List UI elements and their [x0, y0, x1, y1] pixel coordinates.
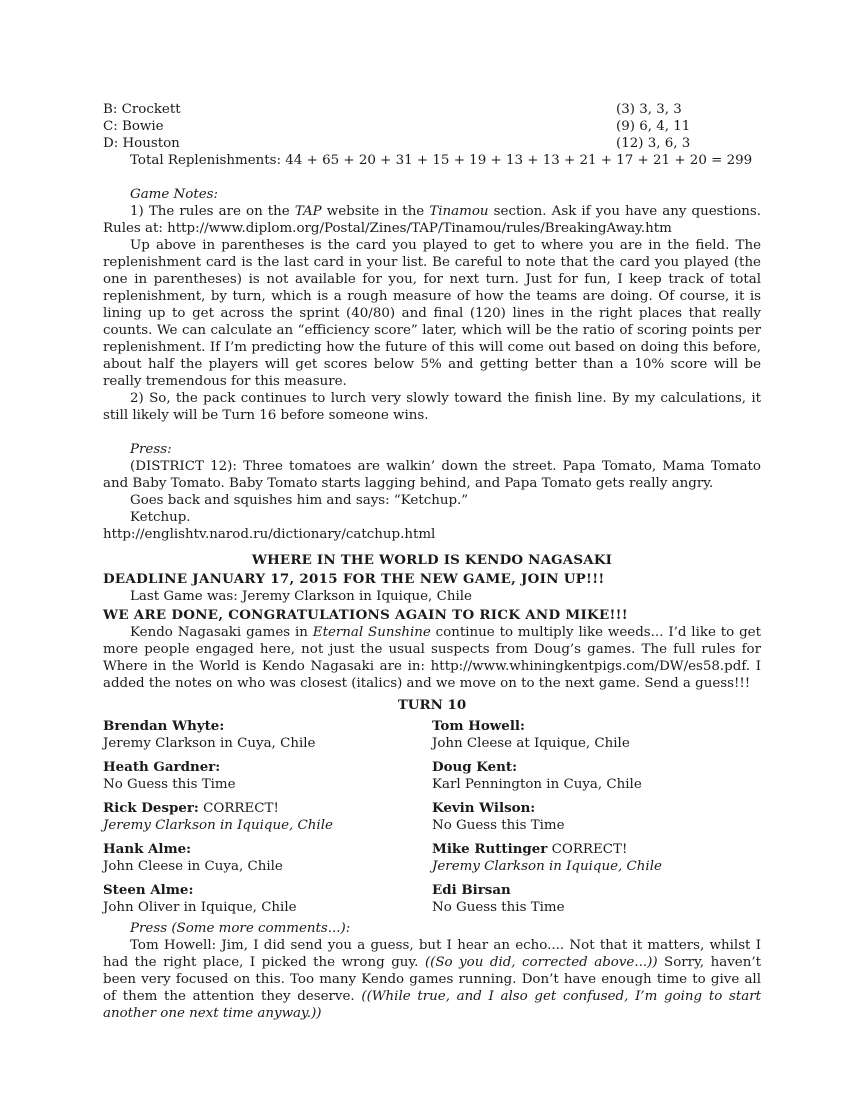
game-notes-pack: 2) So, the pack continues to lurch very slowly toward the finish line. By my calculations, it still likely will be Turn 16 before someone wins. — [103, 391, 761, 423]
press-heading: Press: — [130, 442, 172, 457]
kendo-press-heading: Press (Some more comments...): — [130, 921, 351, 936]
standing-row — [103, 135, 761, 152]
guess-entry: Steen Alme: John Oliver in Iquique, Chile — [103, 882, 297, 915]
team-cards: (9) 6, 4, 11 — [616, 119, 691, 134]
guesses-grid — [103, 718, 761, 916]
game-notes-rules: 1) The rules are on the TAP website in the Tinamou section. Ask if you have any questions. Rules at: http://www.diplom.org/Postal/Zines/TAP/Tinamou/rules/BreakingAway.htm — [103, 204, 762, 236]
turn-heading: TURN 10 — [397, 697, 467, 713]
guess-entry: Heath Gardner: No Guess this Time — [103, 759, 236, 792]
game-notes-heading: Game Notes: — [130, 187, 219, 202]
guess-entry: Edi Birsan No Guess this Time — [432, 882, 565, 915]
guess-entry: Rick Desper: CORRECT! Jeremy Clarkson in Iquique, Chile — [103, 800, 333, 833]
team-cards: (3) 3, 3, 3 — [616, 102, 682, 117]
guess-entry: Doug Kent: Karl Pennington in Cuya, Chile — [432, 759, 642, 792]
standing-row — [103, 101, 761, 118]
press-paragraph: (DISTRICT 12): Three tomatoes are walkin’ down the street. Papa Tomato, Mama Tomato and Baby Tomato. Baby Tomato starts lagging behind, and Papa Tomato gets really angry. — [103, 459, 761, 491]
press-link: http://englishtv.narod.ru/dictionary/catchup.html — [103, 527, 436, 542]
game-notes — [103, 186, 761, 424]
guess-entry: Brendan Whyte: Jeremy Clarkson in Cuya, Chile — [103, 718, 316, 751]
total-replenishments: Total Replenishments: 44 + 65 + 20 + 31 + 15 + 19 + 13 + 13 + 21 + 17 + 21 + 20 = 299 — [130, 153, 753, 168]
kendo-done: WE ARE DONE, CONGRATULATIONS AGAIN TO RICK AND MIKE!!! — [103, 607, 628, 623]
guess-entry: Hank Alme: John Cleese in Cuya, Chile — [103, 841, 283, 874]
team-label: D: Houston — [103, 136, 180, 151]
race-standings — [103, 101, 761, 169]
team-label: C: Bowie — [103, 119, 164, 134]
game-notes-replenishment: Up above in parentheses is the card you played to get to where you are in the field. The replenishment card is the last card in your list. Be careful to note that the card you played (the one in parentheses) is not available for you, for next turn. Just for fun, I keep track of total replenishment, by turn, which is a rough measure of how the teams are doing. Of course, it is lining up to get across the sprint (40/80) and final (120) lines in the right places that really counts. We can calculate an “efficiency score” later, which will be the ratio of scoring points per replenishment. If I’m predicting how the future of this will come out based on doing this before, about half the players will get scores below 5% and getting better than a 10% score will be really tremendous for this measure. — [103, 238, 761, 389]
page-content — [103, 101, 761, 1022]
guess-entry: Kevin Wilson: No Guess this Time — [432, 800, 565, 833]
guess-entry: Mike Ruttinger CORRECT! Jeremy Clarkson in Iquique, Chile — [432, 841, 662, 874]
kendo-title: WHERE IN THE WORLD IS KENDO NAGASAKI — [251, 552, 613, 568]
guess-entry: Tom Howell: John Cleese at Iquique, Chile — [432, 718, 630, 751]
team-label: B: Crockett — [103, 102, 181, 117]
kendo-press-paragraph: Tom Howell: Jim, I did send you a guess, but I hear an echo.... Not that it matters, whilst I had the right place, I picked the wrong guy. ((So you did, corrected above...)) Sorry, haven’t been very focused on this. Too many Kendo games running. Don’t have enough time to give all of them the attention they deserve. ((While true, and I also get confused, I’m going to start another one next time anyway.)) — [103, 938, 761, 1021]
kendo-intro: Kendo Nagasaki games in Eternal Sunshine continue to multiply like weeds... I’d like to get more people engaged here, not just the usual suspects from Doug’s games. The full rules for Where in the World is Kendo Nagasaki are in: http://www.whiningkentpigs.com/DW/es58.pdf. I added the notes on who was closest (italics) and we move on to the next game. Send a guess!!! — [103, 625, 761, 691]
press-paragraph: Goes back and squishes him and says: “Ketchup.” — [130, 493, 469, 508]
kendo-last-game: Last Game was: Jeremy Clarkson in Iquique, Chile — [130, 589, 472, 604]
standing-row — [103, 118, 761, 135]
team-cards: (12) 3, 6, 3 — [616, 136, 691, 151]
kendo-deadline: DEADLINE JANUARY 17, 2015 FOR THE NEW GAME, JOIN UP!!! — [103, 571, 605, 587]
press-section — [103, 441, 761, 543]
press-paragraph: Ketchup. — [130, 510, 191, 525]
